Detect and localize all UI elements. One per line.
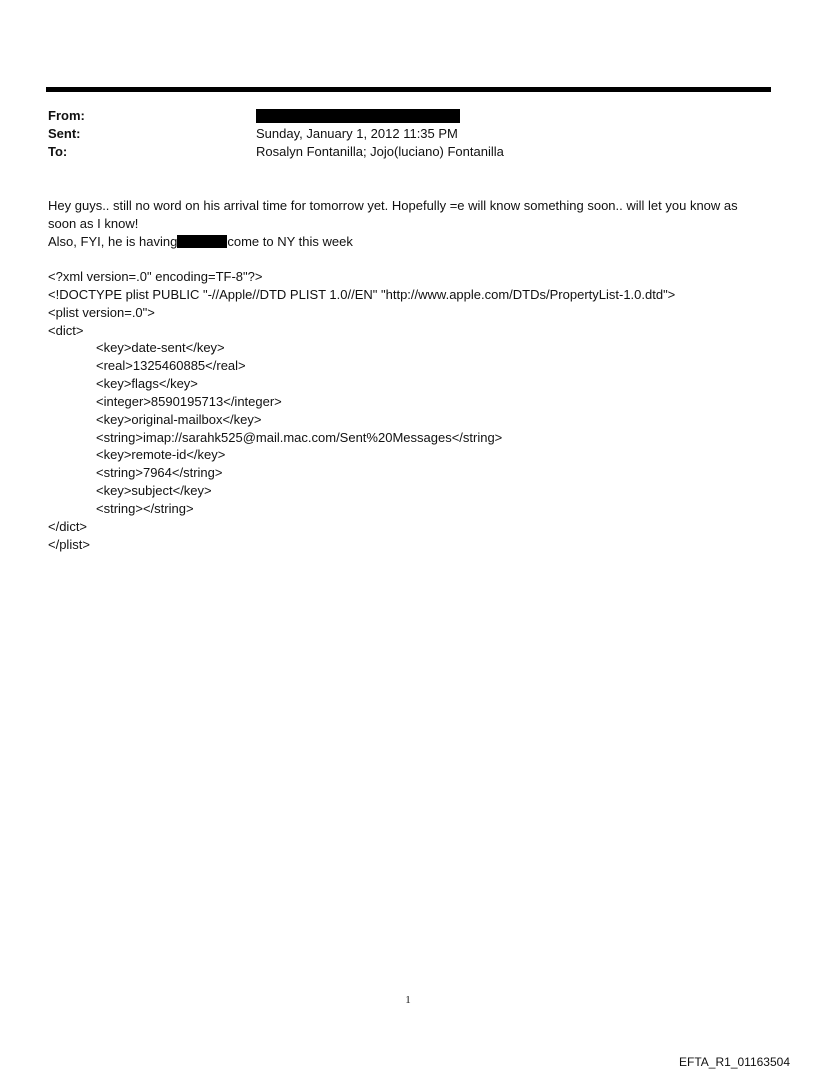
xml-line: <key>date-sent</key> <box>96 340 225 356</box>
body-paragraph-2 <box>48 233 768 251</box>
body-text-after-redaction: come to NY this week <box>227 234 353 249</box>
document-id: EFTA_R1_01163504 <box>679 1055 790 1069</box>
xml-plist-block <box>48 268 768 554</box>
xml-line: <key>original-mailbox</key> <box>96 411 262 427</box>
xml-line: <plist version=.0"> <box>48 304 155 320</box>
xml-line: <string>7964</string> <box>96 465 223 481</box>
sent-row <box>48 125 768 143</box>
from-label: From: <box>48 108 85 123</box>
from-value <box>256 107 460 125</box>
to-value: Rosalyn Fontanilla; Jojo(luciano) Fontanilla <box>256 144 504 159</box>
xml-line: <key>flags</key> <box>96 376 198 392</box>
xml-line: <dict> <box>48 322 84 338</box>
body-text-before-redaction: Also, FYI, he is having <box>48 234 178 249</box>
redaction-block-inline <box>177 235 227 248</box>
xml-line: <real>1325460885</real> <box>96 358 246 374</box>
xml-line: <string>imap://sarahk525@mail.mac.com/Sent%20Messages</string> <box>96 429 503 445</box>
to-row <box>48 143 768 161</box>
body-paragraph-1: Hey guys.. still no word on his arrival time for tomorrow yet. Hopefully =e will know something soon.. will let you know as soon as I know! <box>48 198 738 231</box>
xml-line: <key>remote-id</key> <box>96 447 226 463</box>
xml-line: <key>subject</key> <box>96 483 212 499</box>
page-number: 1 <box>405 994 411 1006</box>
xml-line: </plist> <box>48 536 90 552</box>
sent-value: Sunday, January 1, 2012 11:35 PM <box>256 126 458 141</box>
to-label: To: <box>48 144 68 159</box>
xml-line: <?xml version=.0" encoding=TF-8"?> <box>48 269 263 284</box>
from-row <box>48 107 768 125</box>
sent-label: Sent: <box>48 126 81 141</box>
xml-line: <!DOCTYPE plist PUBLIC "-//Apple//DTD PLIST 1.0//EN" "http://www.apple.com/DTDs/PropertyList-1.0.dtd"> <box>48 286 676 302</box>
xml-line: </dict> <box>48 518 88 534</box>
top-rule <box>46 87 771 92</box>
xml-line: <integer>8590195713</integer> <box>96 393 282 409</box>
email-header <box>48 107 768 161</box>
xml-line: <string></string> <box>96 500 194 516</box>
redaction-block <box>256 109 460 123</box>
email-body <box>48 197 768 251</box>
